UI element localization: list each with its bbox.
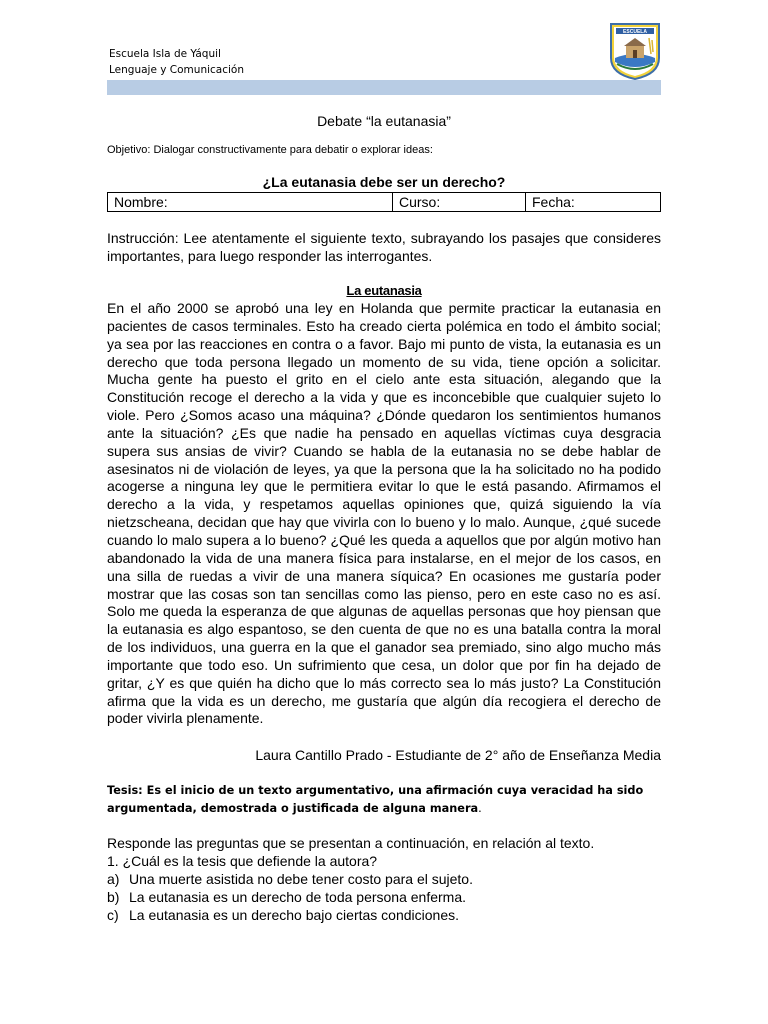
option-b[interactable] — [107, 888, 661, 906]
svg-text:ESCUELA: ESCUELA — [623, 29, 647, 35]
thesis-definition — [107, 782, 661, 818]
option-letter: a) — [107, 871, 120, 887]
author-signature: Laura Cantillo Prado - Estudiante de 2° año de Enseñanza Media — [255, 747, 661, 763]
name-field[interactable] — [108, 193, 393, 211]
article-body: En el año 2000 se aprobó una ley en Holanda que permite practicar la eutanasia en pacientes de casos terminales. Esto ha creado cierta polémica en todo el ámbito social; ya sea por las reacciones en contra o a favor. Bajo mi punto de vista, la eutanasia es un derecho que toda persona llegado un momento de su vida, tiene opción a solicitar. Mucha gente ha puesto el grito en el cielo ante esta situación, alegando que la Constitución recoge el derecho a la vida y que es inconcebible que cualquier sujeto lo viole. Pero ¿Somos acaso una máquina? ¿Dónde quedaron los sentimientos humanos ante la situación? ¿Es que nadie ha pensado en aquellas víctimas cuya desgracia supera sus ansias de vivir? Cuando se habla de la eutanasia no se debe hablar de asesinatos ni de violación de leyes, ya que la persona que la ha solicitado no ha podido acogerse a ninguna ley que le permitiera evitar lo que le está pasando. Afirmamos el derecho a la vida, y respetamos aquellas opiniones que, quizá siguiendo la vía nietzscheana, decidan que hay que vivirla con lo bueno y lo malo. Aunque, ¿qué sucede cuando lo malo supera a lo bueno? ¿Qué les queda a aquellos que por algún motivo han abandonado la vida de una manera física para instalarse, en el mejor de los casos, en una silla de ruedas a vivir de una manera síquica? En ocasiones me gustaría poder mostrar que las cosas son tan sencillas como las pienso, pero en este caso no es así. Solo me queda la esperanza de que algunas de aquellas personas que hoy piensan que la eutanasia es algo espantoso, se den cuenta de que no es una batalla contra la moral de los individuos, una guerra en la que el ganador sea premiado, sino algo mucho más importante que todo eso. Un sufrimiento que cesa, un dolor que por fin ha dejado de gritar, ¿Y es que quién ha dicho que lo más correcto sea lo más justo? La Constitución afirma que la vida es un derecho, me gustaría que algún día recogiera el derecho de poder vivirla plenamente. — [107, 300, 661, 727]
option-c[interactable] — [107, 906, 661, 924]
question-title: ¿La eutanasia debe ser un derecho? — [262, 174, 506, 190]
school-name: Escuela Isla de Yáquil — [109, 48, 221, 60]
course-label: Curso: — [399, 194, 441, 210]
objective: Objetivo: Dialogar constructivamente para debatir o explorar ideas: — [107, 144, 433, 156]
option-a[interactable] — [107, 870, 661, 888]
date-field[interactable] — [526, 193, 660, 211]
questions-intro: Responde las preguntas que se presentan a continuación, en relación al texto. — [107, 835, 595, 851]
student-info-table — [107, 192, 661, 212]
thesis-text: Es el inicio de un texto argumentativo, una afirmación cuya veracidad ha sido argumentada, demostrada o justificada de alguna manera — [107, 784, 644, 815]
option-text: Una muerte asistida no debe tener costo para el sujeto. — [129, 871, 473, 887]
school-logo — [609, 22, 661, 80]
question-1: 1. ¿Cuál es la tesis que defiende la autora? — [107, 853, 378, 869]
name-label: Nombre: — [114, 194, 168, 210]
instruction: Instrucción: Lee atentamente el siguiente texto, subrayando los pasajes que consideres importantes, para luego responder las interrogantes. — [107, 230, 661, 264]
questions-section — [107, 834, 661, 924]
option-text: La eutanasia es un derecho bajo ciertas condiciones. — [129, 907, 459, 923]
school-header — [109, 46, 244, 78]
option-text: La eutanasia es un derecho de toda persona enferma. — [129, 889, 467, 905]
text-title: La eutanasia — [346, 283, 422, 298]
option-letter: b) — [107, 889, 120, 905]
page-title: Debate “la eutanasia” — [317, 113, 451, 129]
thesis-label: Tesis: — [107, 784, 143, 797]
date-label: Fecha: — [532, 194, 575, 210]
subject-name: Lenguaje y Comunicación — [109, 64, 244, 76]
thesis-end: . — [478, 802, 482, 815]
header-bar — [107, 80, 661, 95]
course-field[interactable] — [393, 193, 526, 211]
option-letter: c) — [107, 907, 119, 923]
